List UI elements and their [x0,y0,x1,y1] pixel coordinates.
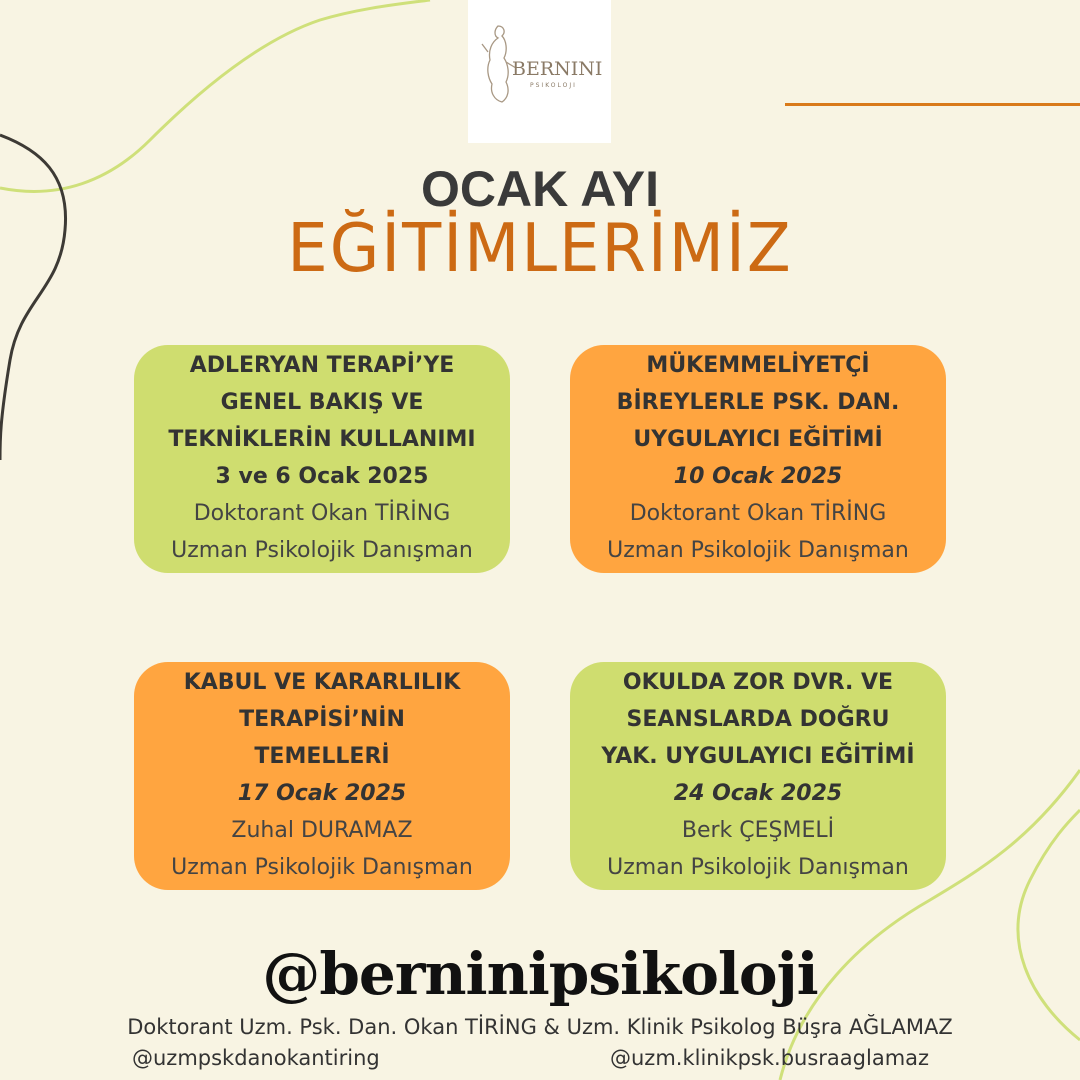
card-date: 10 Ocak 2025 [673,464,843,489]
card-title-line: ADLERYAN TERAPİ’YE [189,353,455,378]
card-role: Uzman Psikolojik Danışman [171,538,473,563]
card-title-line: OKULDA ZOR DVR. VE [622,670,894,695]
card-title-line: KABUL VE KARARLILIK [183,670,461,695]
instagram-handle: @berninipsikoloji [262,940,818,1008]
card-trainer: Berk ÇEŞMELİ [681,818,835,843]
card-title-line: BİREYLERLE PSK. DAN. [616,390,900,415]
logo-box [468,0,611,143]
card-date: 17 Ocak 2025 [237,781,407,806]
training-card-3 [134,662,510,890]
card-title-line: SEANSLARDA DOĞRU [626,707,890,732]
card-role: Uzman Psikolojik Danışman [607,538,909,563]
card-date: 3 ve 6 Ocak 2025 [215,464,429,489]
page-title: OCAK AYI [420,161,659,217]
card-role: Uzman Psikolojik Danışman [171,855,473,880]
card-title-line: TERAPİSİ’NİN [239,707,405,732]
footer-handle-left: @uzmpskdanokantiring [132,1046,380,1070]
decorative-line [785,103,1080,106]
footer-handle-right: @uzm.klinikpsk.busraaglamaz [610,1046,930,1070]
card-date: 24 Ocak 2025 [673,781,843,806]
training-card-4 [570,662,946,890]
footer-credits: Doktorant Uzm. Psk. Dan. Okan TİRİNG & Uzm. Klinik Psikolog Büşra AĞLAMAZ [127,1015,953,1039]
card-title-line: MÜKEMMELİYETÇİ [646,353,870,378]
page-subtitle: EĞİTİMLERİMİZ [287,210,793,288]
card-trainer: Doktorant Okan TİRİNG [193,501,451,526]
card-title-line: UYGULAYICI EĞİTİMİ [633,427,883,452]
training-card-1 [134,345,510,573]
card-title-line: GENEL BAKIŞ VE [220,390,424,415]
logo-subtitle: PSIKOLOJI [530,82,577,89]
card-trainer: Doktorant Okan TİRİNG [629,501,887,526]
card-trainer: Zuhal DURAMAZ [231,818,413,843]
card-title-line: TEMELLERİ [254,744,390,769]
logo-wordmark: BERNINI [512,58,603,80]
card-title-line: YAK. UYGULAYICI EĞİTİMİ [601,744,915,769]
training-card-2 [570,345,946,573]
card-title-line: TEKNİKLERİN KULLANIMI [168,427,476,452]
card-role: Uzman Psikolojik Danışman [607,855,909,880]
